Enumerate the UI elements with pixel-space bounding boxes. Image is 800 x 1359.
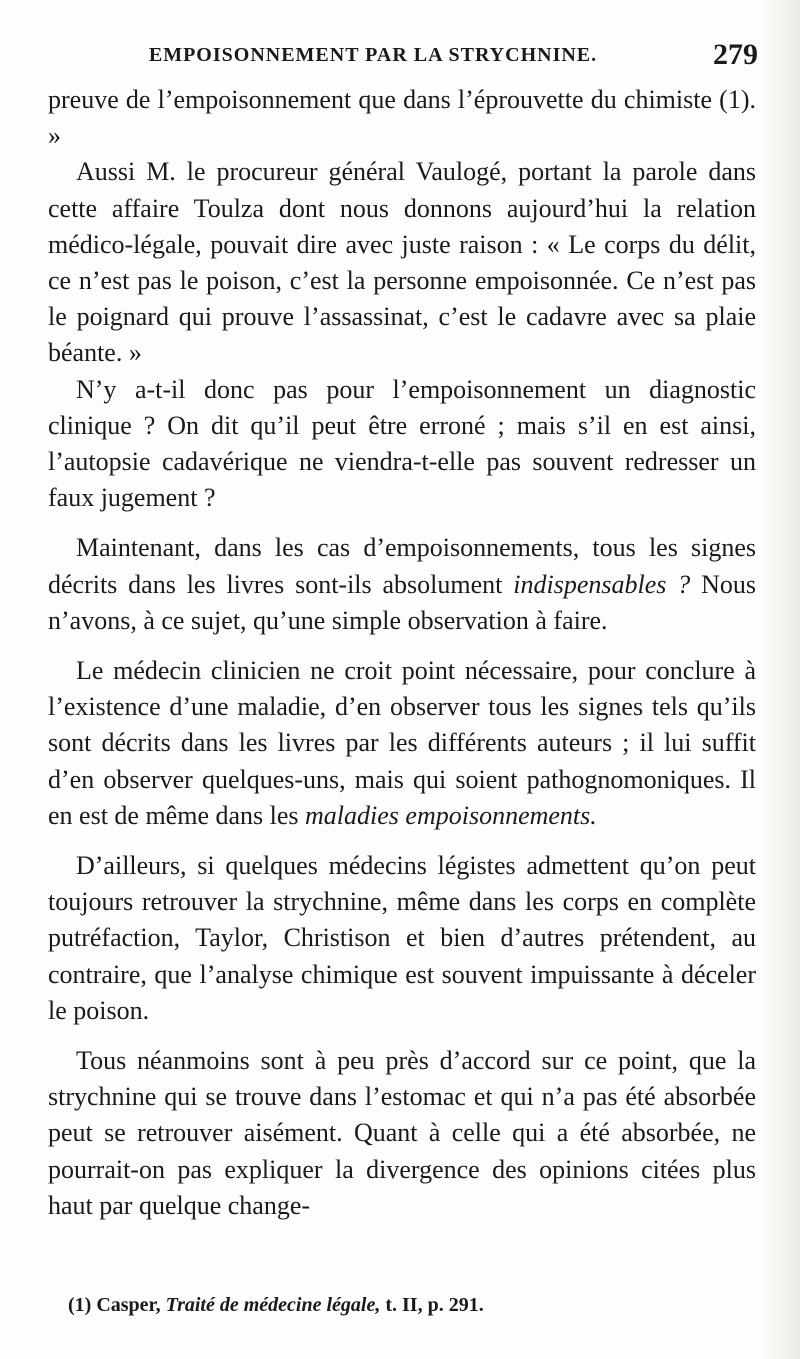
running-head: EMPOISONNEMENT PAR LA STRYCHNINE. [148, 44, 598, 66]
paragraph: Tous néanmoins sont à peu près d’accord sur ce point, que la strychnine qui se trouve dans l’estomac et qui n’a pas été absorbée peut se retrouver aisément. Quant à celle qui a été absorbée, ne pourrait-on pas expliquer la divergence des opinions citées plus haut par quelque change- [48, 1046, 756, 1220]
page-number: 279 [713, 38, 758, 71]
emphasis-text: indispensables ? [513, 569, 691, 599]
footnote-author: Casper, [96, 1294, 161, 1316]
paragraph [48, 530, 756, 639]
paragraph: Aussi M. le procureur général Vaulogé, portant la parole dans cette affaire Toulza dont nous donnons aujourd’hui la relation médico-légale, pouvait dire avec juste raison : « Le corps du délit, ce n’est pas le poison, c’est la personne empoisonnée. Ce n’est pas le poignard qui prouve l’assassinat, c’est le cadavre avec sa plaie béante. » [48, 157, 756, 368]
paragraph-text: Le médecin clinicien ne croit point nécessaire, pour conclure à l’existence d’une maladie, d’en observer tous les signes tels qu’ils sont décrits dans les livres par les différents auteurs ; il lui suffit d’en observer quelques-uns, mais qui soient pathognomoniques. Il en est de même dans les [48, 656, 756, 830]
paragraph-text: Nous n’avons, à ce sujet, qu’une simple observation à faire. [48, 569, 756, 635]
page-header [48, 38, 758, 78]
paragraph: N’y a-t-il donc pas pour l’empoisonnement un diagnostic clinique ? On dit qu’il peut être erroné ; mais s’il en est ainsi, l’autopsie cadavérique ne viendra-t-elle pas souvent redresser un faux jugement ? [48, 374, 756, 513]
paragraph [48, 653, 756, 834]
emphasis-text: maladies empoisonnements. [305, 800, 597, 830]
paragraph-continuation: preuve de l’empoisonnement que dans l’éprouvette du chimiste (1). » [48, 85, 756, 151]
paragraph-text: Maintenant, dans les cas d’empoisonnements, tous les signes décrits dans les livres sont-ils absolument [48, 533, 756, 599]
footnote [68, 1294, 748, 1317]
paragraph: D’ailleurs, si quelques médecins légistes admettent qu’on peut toujours retrouver la strychnine, même dans les corps en complète putréfaction, Taylor, Christison et bien d’autres prétendent, au contraire, que l’analyse chimique est souvent impuissante à déceler le poison. [48, 851, 756, 1025]
footnote-reference: t. II, p. 291. [385, 1294, 484, 1316]
footnote-title: Traité de médecine légale, [165, 1294, 381, 1316]
footnote-marker: (1) [68, 1294, 92, 1316]
page-edge-shadow [760, 0, 800, 1359]
body-text [48, 82, 756, 1224]
